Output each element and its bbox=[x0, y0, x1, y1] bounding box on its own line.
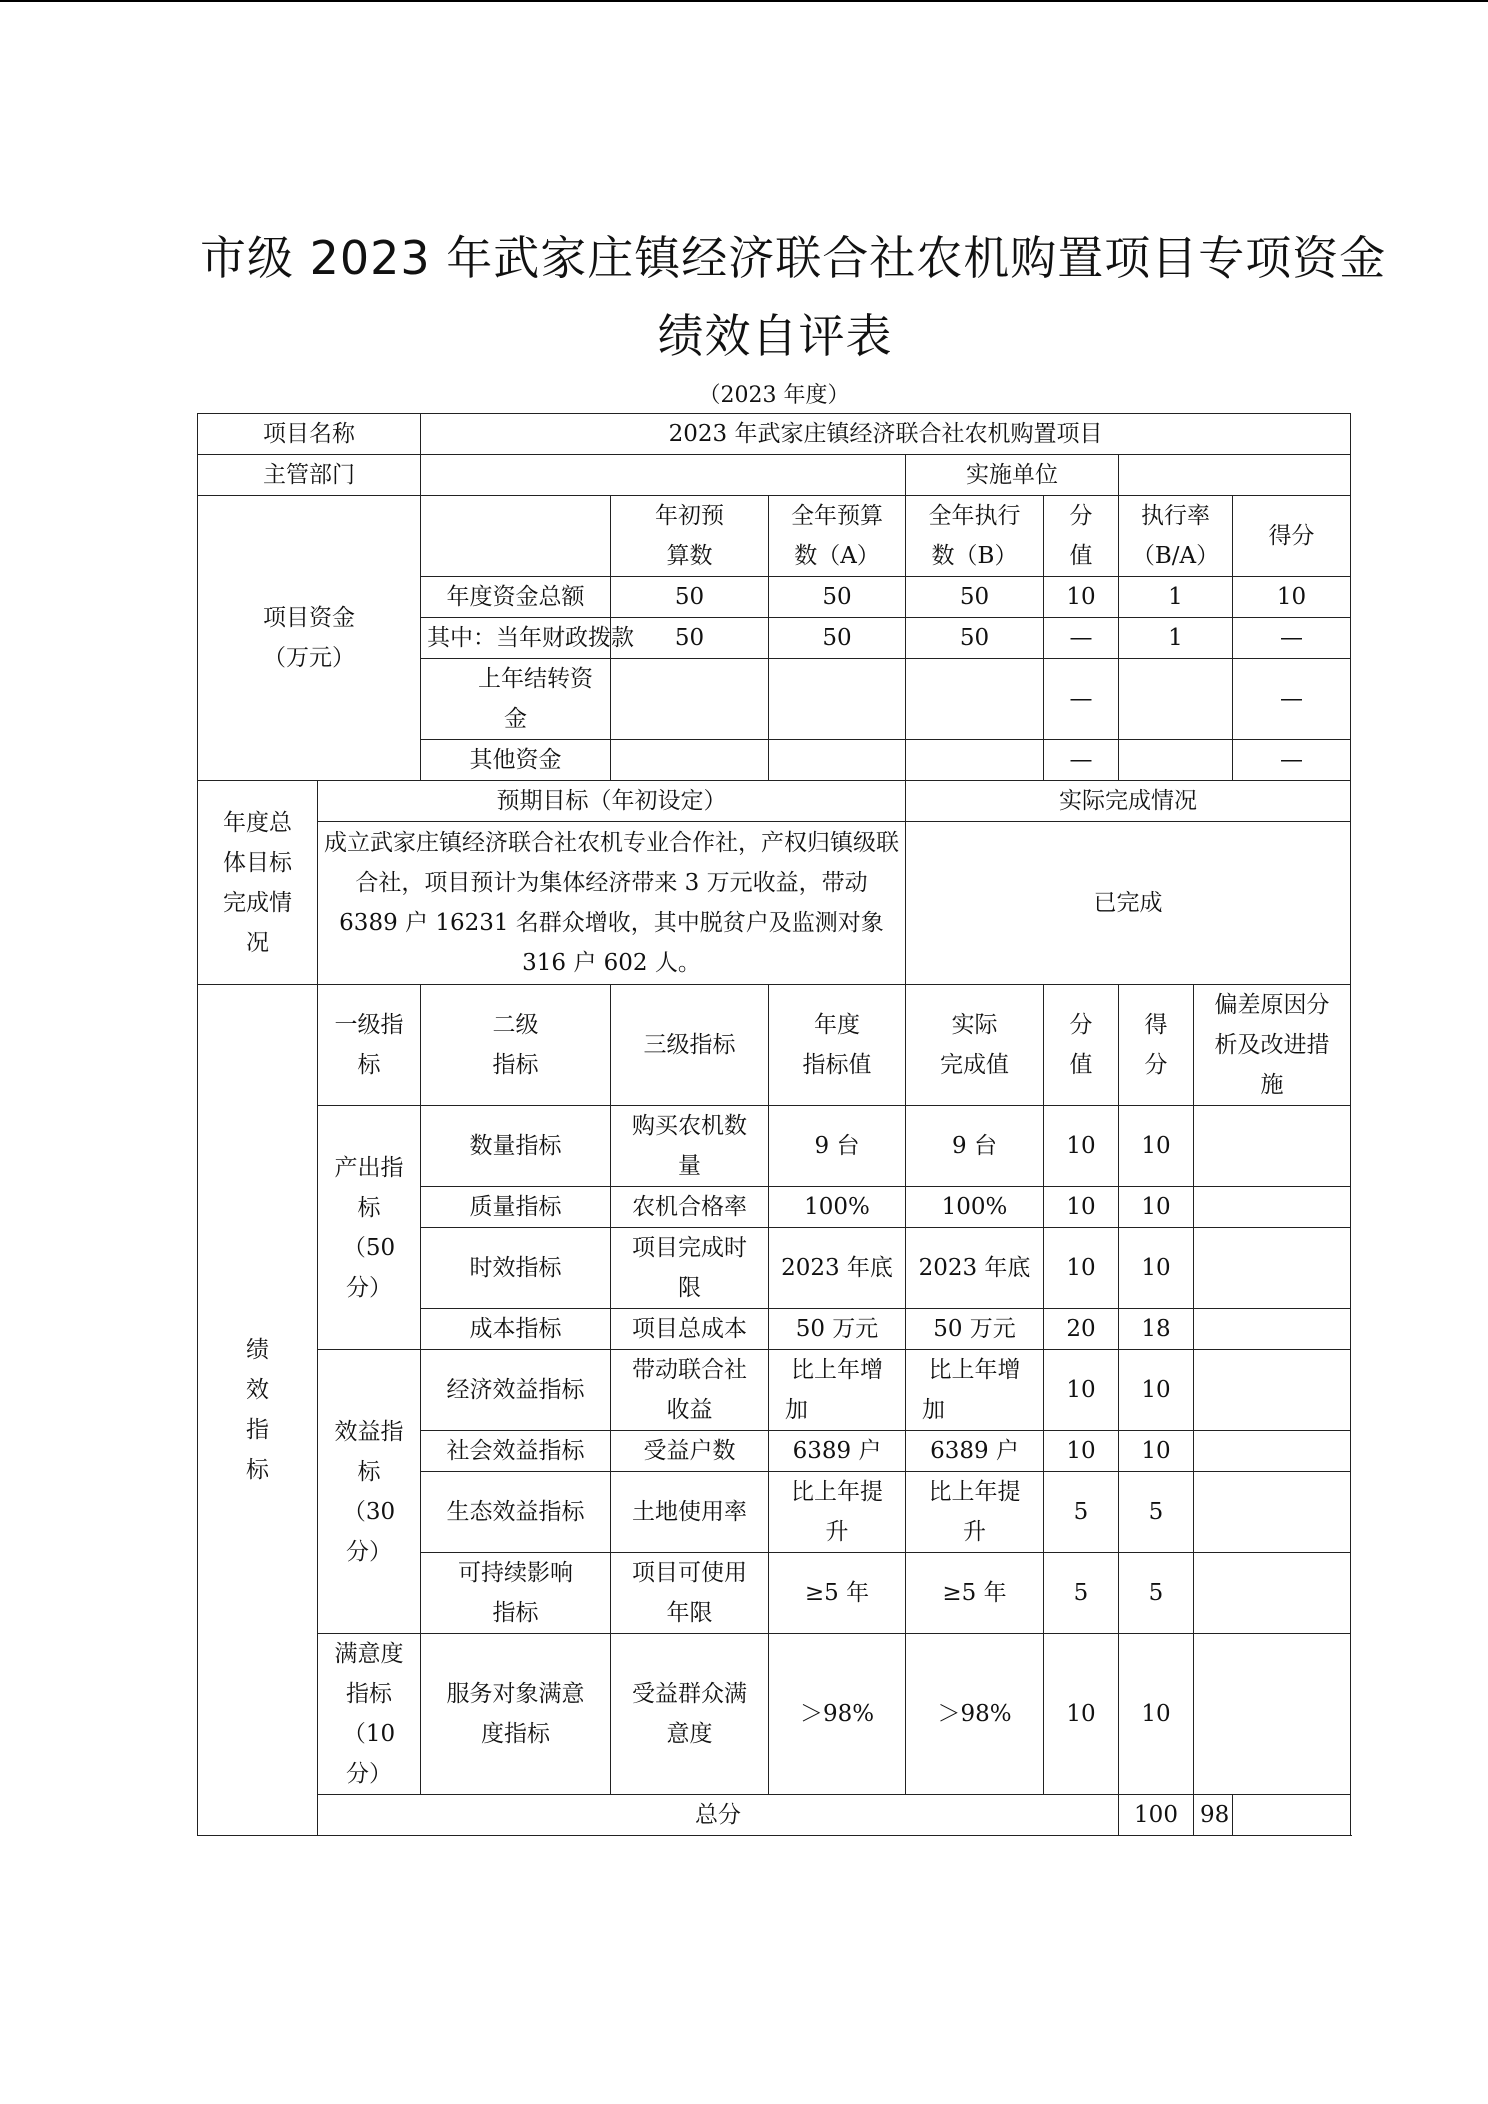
evaluation-table bbox=[197, 413, 1351, 1836]
funds-initial bbox=[611, 740, 769, 781]
dept-value bbox=[421, 455, 906, 496]
h-score-l1: 得 bbox=[1144, 1012, 1168, 1038]
level3-cell bbox=[611, 1634, 769, 1795]
row-total bbox=[198, 1795, 1351, 1836]
l3-l2: 限 bbox=[678, 1275, 701, 1301]
l3-l1: 带动联合社 bbox=[632, 1357, 747, 1383]
h-dev-l3: 施 bbox=[1260, 1072, 1284, 1098]
h-weight-l1: 分 bbox=[1069, 1012, 1093, 1038]
level2-cell: 数量指标 bbox=[421, 1106, 611, 1187]
h-actual-l2: 完成值 bbox=[940, 1052, 1009, 1078]
l2-l1: 服务对象满意 bbox=[446, 1681, 585, 1707]
h-target-l1: 年度 bbox=[814, 1012, 860, 1038]
dept-label: 主管部门 bbox=[198, 455, 421, 496]
funds-row-label bbox=[421, 659, 611, 740]
header-actual bbox=[906, 985, 1044, 1106]
goals-label-l4: 况 bbox=[246, 929, 269, 956]
indicators-side-label bbox=[198, 985, 318, 1836]
funds-blank-header bbox=[421, 496, 611, 577]
l2-l2: 度指标 bbox=[481, 1721, 550, 1747]
target-cell: ＞98% bbox=[769, 1634, 906, 1795]
weight-cell: 10 bbox=[1044, 1634, 1119, 1795]
goals-actual-header: 实际完成情况 bbox=[906, 781, 1351, 822]
header-deviation bbox=[1194, 985, 1351, 1106]
funds-budget bbox=[769, 659, 906, 740]
funds-row-label: 年度资金总额 bbox=[421, 577, 611, 618]
l3-l1: 购买农机数 bbox=[632, 1113, 747, 1139]
header-budget-l2: 数（A） bbox=[794, 543, 880, 569]
funds-rate: 1 bbox=[1119, 577, 1233, 618]
score-cell: 10 bbox=[1119, 1228, 1194, 1309]
actual-cell: 9 台 bbox=[906, 1106, 1044, 1187]
l2-l2: 指标 bbox=[492, 1600, 539, 1626]
l3-l1: 项目可使用 bbox=[632, 1560, 747, 1586]
output-label bbox=[318, 1106, 421, 1350]
table-row bbox=[198, 1634, 1351, 1795]
header-weight-l2: 值 bbox=[1069, 543, 1093, 569]
l3-l2: 收益 bbox=[666, 1397, 713, 1423]
sat-label-l3: （10 bbox=[342, 1721, 396, 1747]
sat-label-l1: 满意度 bbox=[334, 1641, 404, 1667]
goals-expected-header: 预期目标（年初设定） bbox=[318, 781, 906, 822]
level3-cell: 农机合格率 bbox=[611, 1187, 769, 1228]
goals-label-l1: 年度总 bbox=[223, 809, 292, 836]
header-exec-l1: 全年执行 bbox=[928, 503, 1021, 529]
unit-label: 实施单位 bbox=[906, 455, 1119, 496]
funds-weight: — bbox=[1044, 618, 1119, 659]
h-actual-l1: 实际 bbox=[951, 1012, 998, 1038]
table-row bbox=[198, 1350, 1351, 1431]
level3-cell bbox=[611, 1350, 769, 1431]
side-char: 指 bbox=[246, 1417, 269, 1443]
level2-cell: 成本指标 bbox=[421, 1309, 611, 1350]
target-cell: 6389 户 bbox=[769, 1431, 906, 1472]
actual-cell: 50 万元 bbox=[906, 1309, 1044, 1350]
goals-actual-text: 已完成 bbox=[906, 822, 1351, 985]
header-rate-l2: （B/A） bbox=[1131, 543, 1220, 569]
funds-score: — bbox=[1233, 659, 1351, 740]
level2-cell: 时效指标 bbox=[421, 1228, 611, 1309]
carryover-label-l1: 上年结转资 bbox=[478, 666, 593, 692]
l3-l2: 意度 bbox=[666, 1721, 713, 1747]
target-cell: 2023 年底 bbox=[769, 1228, 906, 1309]
side-char: 效 bbox=[246, 1377, 269, 1403]
deviation-cell bbox=[1194, 1350, 1351, 1431]
level2-cell bbox=[421, 1553, 611, 1634]
actual-cell bbox=[906, 1472, 1044, 1553]
level3-cell bbox=[611, 1228, 769, 1309]
actual-l2: 升 bbox=[963, 1519, 986, 1545]
header-ind-score bbox=[1119, 985, 1194, 1106]
benefit-label-l2: 标 bbox=[357, 1458, 381, 1485]
level2-cell: 质量指标 bbox=[421, 1187, 611, 1228]
weight-cell: 10 bbox=[1044, 1106, 1119, 1187]
funds-score: 10 bbox=[1233, 577, 1351, 618]
deviation-cell bbox=[1194, 1472, 1351, 1553]
h-dev-l1: 偏差原因分 bbox=[1214, 992, 1330, 1018]
level3-cell: 项目总成本 bbox=[611, 1309, 769, 1350]
score-cell: 10 bbox=[1119, 1187, 1194, 1228]
row-project-name bbox=[198, 414, 1351, 455]
h-score-l2: 分 bbox=[1144, 1052, 1168, 1078]
output-label-l1: 产出指 bbox=[334, 1154, 404, 1181]
benefit-label-l4: 分） bbox=[346, 1538, 392, 1565]
carryover-label-l2: 金 bbox=[504, 706, 527, 732]
weight-cell: 10 bbox=[1044, 1228, 1119, 1309]
project-name-value: 2023 年武家庄镇经济联合社农机购置项目 bbox=[421, 414, 1351, 455]
header-initial-l2: 算数 bbox=[666, 543, 713, 569]
deviation-cell bbox=[1194, 1634, 1351, 1795]
deviation-cell bbox=[1194, 1187, 1351, 1228]
row-dept-unit bbox=[198, 455, 1351, 496]
header-weight-l1: 分 bbox=[1069, 503, 1093, 529]
level3-cell bbox=[611, 1553, 769, 1634]
goals-label-l2: 体目标 bbox=[223, 849, 292, 876]
actual-l1: 比上年增 bbox=[928, 1357, 1021, 1383]
weight-cell: 10 bbox=[1044, 1431, 1119, 1472]
target-l1: 比上年提 bbox=[791, 1479, 883, 1505]
funds-weight: 10 bbox=[1044, 577, 1119, 618]
year-note: （2023 年度） bbox=[698, 383, 850, 408]
benefit-label-l3: （30 bbox=[342, 1498, 396, 1525]
sat-label-l2: 指标 bbox=[346, 1681, 392, 1707]
unit-value bbox=[1119, 455, 1351, 496]
target-cell: 50 万元 bbox=[769, 1309, 906, 1350]
header-target bbox=[769, 985, 906, 1106]
l3-l1: 项目完成时 bbox=[632, 1235, 747, 1261]
header-annual-budget bbox=[769, 496, 906, 577]
h-weight-l2: 值 bbox=[1069, 1052, 1093, 1078]
header-exec-rate bbox=[1119, 496, 1233, 577]
row-goals-header bbox=[198, 781, 1351, 822]
deviation-cell bbox=[1194, 1106, 1351, 1187]
funds-exec bbox=[906, 659, 1044, 740]
funds-score: — bbox=[1233, 740, 1351, 781]
header-ind-weight bbox=[1044, 985, 1119, 1106]
funds-weight: — bbox=[1044, 740, 1119, 781]
score-cell: 18 bbox=[1119, 1309, 1194, 1350]
table-row bbox=[198, 1106, 1351, 1187]
output-label-l2: 标 bbox=[357, 1194, 381, 1221]
output-label-l4: 分） bbox=[346, 1274, 392, 1301]
funds-initial: 50 bbox=[611, 577, 769, 618]
funds-budget: 50 bbox=[769, 577, 906, 618]
level2-cell: 生态效益指标 bbox=[421, 1472, 611, 1553]
document-title-line1: 市级 2023 年武家庄镇经济联合社农机购置项目专项资金 bbox=[200, 231, 1387, 285]
funds-rate bbox=[1119, 659, 1233, 740]
header-rate-l1: 执行率 bbox=[1141, 503, 1210, 529]
level2-cell bbox=[421, 1634, 611, 1795]
weight-cell: 5 bbox=[1044, 1472, 1119, 1553]
total-weight: 100 bbox=[1119, 1795, 1194, 1836]
deviation-cell bbox=[1194, 1431, 1351, 1472]
funds-exec bbox=[906, 740, 1044, 781]
row-goals-content bbox=[198, 822, 1351, 985]
level3-cell: 土地使用率 bbox=[611, 1472, 769, 1553]
score-cell: 10 bbox=[1119, 1106, 1194, 1187]
benefit-label bbox=[318, 1350, 421, 1634]
funds-exec: 50 bbox=[906, 577, 1044, 618]
funds-rate bbox=[1119, 740, 1233, 781]
row-indicators-header bbox=[198, 985, 1351, 1106]
actual-l2: 加 bbox=[922, 1397, 945, 1423]
funds-exec: 50 bbox=[906, 618, 1044, 659]
document-title-line2: 绩效自评表 bbox=[657, 309, 893, 363]
l3-l1: 受益群众满 bbox=[632, 1681, 747, 1707]
funds-score: — bbox=[1233, 618, 1351, 659]
top-border-line bbox=[0, 0, 1488, 2]
header-initial-l1: 年初预 bbox=[655, 503, 724, 529]
deviation-cell bbox=[1194, 1553, 1351, 1634]
funds-label-line2: （万元） bbox=[263, 645, 355, 671]
total-deviation bbox=[1233, 1795, 1351, 1836]
target-cell bbox=[769, 1350, 906, 1431]
score-cell: 10 bbox=[1119, 1634, 1194, 1795]
row-funds-header bbox=[198, 496, 1351, 577]
goals-label-l3: 完成情 bbox=[223, 889, 292, 916]
h-level1-l2: 标 bbox=[357, 1052, 381, 1078]
funds-initial bbox=[611, 659, 769, 740]
side-char: 绩 bbox=[246, 1337, 269, 1363]
header-weight bbox=[1044, 496, 1119, 577]
actual-l1: 比上年提 bbox=[928, 1479, 1021, 1505]
funds-rate: 1 bbox=[1119, 618, 1233, 659]
level2-cell: 经济效益指标 bbox=[421, 1350, 611, 1431]
target-l2: 升 bbox=[825, 1519, 849, 1545]
actual-cell: ＞98% bbox=[906, 1634, 1044, 1795]
project-name-label: 项目名称 bbox=[198, 414, 421, 455]
h-dev-l2: 析及改进措 bbox=[1214, 1032, 1330, 1058]
actual-cell bbox=[906, 1350, 1044, 1431]
actual-cell: ≥5 年 bbox=[906, 1553, 1044, 1634]
weight-cell: 10 bbox=[1044, 1187, 1119, 1228]
funds-row-label: 其中：当年财政拨款 bbox=[421, 618, 611, 659]
l3-l2: 量 bbox=[678, 1153, 701, 1179]
weight-cell: 20 bbox=[1044, 1309, 1119, 1350]
side-char: 标 bbox=[246, 1457, 269, 1483]
deviation-cell bbox=[1194, 1228, 1351, 1309]
header-initial-budget bbox=[611, 496, 769, 577]
header-budget-l1: 全年预算 bbox=[791, 503, 883, 529]
header-level1 bbox=[318, 985, 421, 1106]
header-level2 bbox=[421, 985, 611, 1106]
target-cell: 100% bbox=[769, 1187, 906, 1228]
benefit-label-l1: 效益指 bbox=[334, 1418, 404, 1445]
actual-cell: 100% bbox=[906, 1187, 1044, 1228]
actual-cell: 6389 户 bbox=[906, 1431, 1044, 1472]
target-cell: 9 台 bbox=[769, 1106, 906, 1187]
header-annual-exec bbox=[906, 496, 1044, 577]
l3-l2: 年限 bbox=[666, 1600, 713, 1626]
target-cell bbox=[769, 1472, 906, 1553]
level3-cell: 受益户数 bbox=[611, 1431, 769, 1472]
h-level2-l1: 二级 bbox=[492, 1012, 539, 1038]
target-l2: 加 bbox=[785, 1397, 808, 1423]
header-score: 得分 bbox=[1233, 496, 1351, 577]
header-exec-l2: 数（B） bbox=[931, 543, 1018, 569]
satisfaction-label bbox=[318, 1634, 421, 1795]
funds-budget: 50 bbox=[769, 618, 906, 659]
level2-cell: 社会效益指标 bbox=[421, 1431, 611, 1472]
sat-label-l4: 分） bbox=[346, 1761, 392, 1787]
h-level1-l1: 一级指 bbox=[334, 1012, 404, 1038]
funds-weight: — bbox=[1044, 659, 1119, 740]
level3-cell bbox=[611, 1106, 769, 1187]
l2-l1: 可持续影响 bbox=[458, 1560, 573, 1586]
header-level3: 三级指标 bbox=[611, 985, 769, 1106]
score-cell: 5 bbox=[1119, 1472, 1194, 1553]
total-score: 98 bbox=[1194, 1795, 1233, 1836]
h-level2-l2: 指标 bbox=[492, 1052, 539, 1078]
score-cell: 10 bbox=[1119, 1431, 1194, 1472]
funds-label bbox=[198, 496, 421, 781]
total-label: 总分 bbox=[318, 1795, 1119, 1836]
funds-row-label: 其他资金 bbox=[421, 740, 611, 781]
funds-budget bbox=[769, 740, 906, 781]
funds-label-line1: 项目资金 bbox=[263, 605, 355, 631]
goals-expected-text: 成立武家庄镇经济联合社农机专业合作社，产权归镇级联合社，项目预计为集体经济带来 3 万元收益，带动 6389 户 16231 名群众增收，其中脱贫户及监测对象 316 户 602 人。 bbox=[318, 822, 906, 985]
h-target-l2: 指标值 bbox=[802, 1052, 872, 1078]
score-cell: 5 bbox=[1119, 1553, 1194, 1634]
weight-cell: 10 bbox=[1044, 1350, 1119, 1431]
funds-initial: 50 bbox=[611, 618, 769, 659]
score-cell: 10 bbox=[1119, 1350, 1194, 1431]
goals-label bbox=[198, 781, 318, 985]
target-l1: 比上年增 bbox=[791, 1357, 883, 1383]
actual-cell: 2023 年底 bbox=[906, 1228, 1044, 1309]
target-cell: ≥5 年 bbox=[769, 1553, 906, 1634]
weight-cell: 5 bbox=[1044, 1553, 1119, 1634]
deviation-cell bbox=[1194, 1309, 1351, 1350]
output-label-l3: （50 bbox=[342, 1234, 396, 1261]
